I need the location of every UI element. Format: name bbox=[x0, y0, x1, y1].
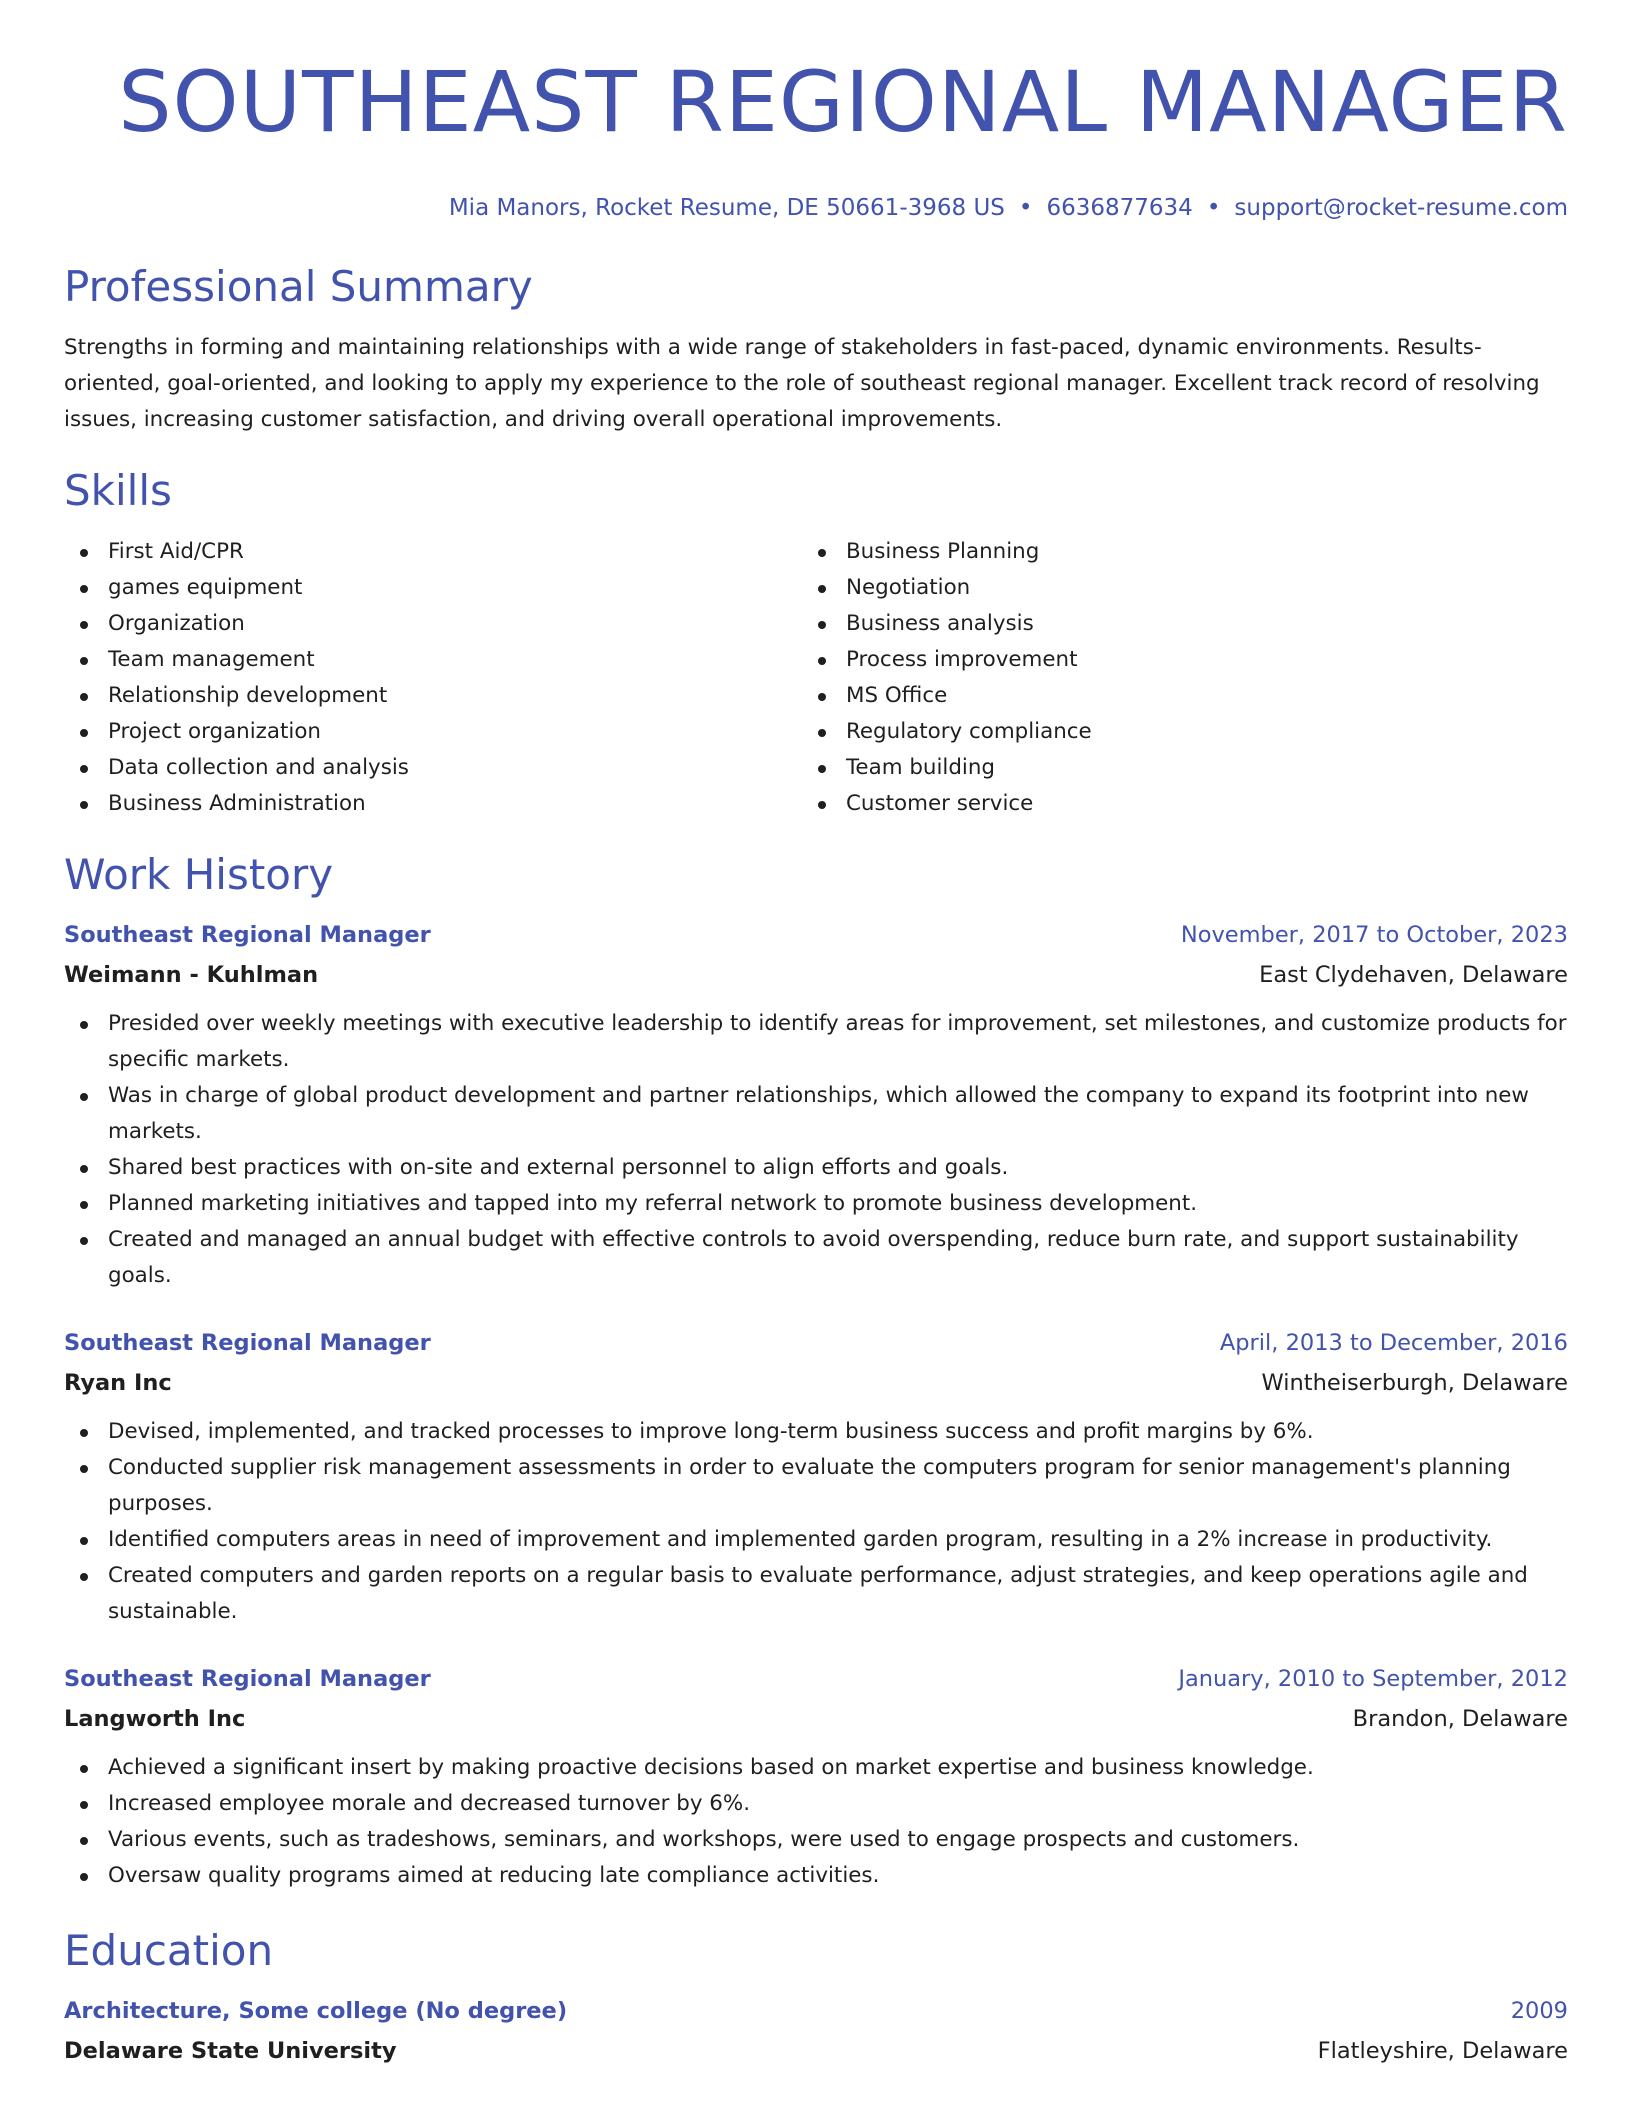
job-entry bbox=[64, 1328, 1568, 1630]
job-dates: April, 2013 to December, 2016 bbox=[1219, 1330, 1568, 1356]
skill-item: Negotiation bbox=[802, 570, 1568, 606]
skill-item: Business Administration bbox=[64, 786, 802, 822]
education-school-row bbox=[64, 2036, 1568, 2066]
skills-heading: Skills bbox=[64, 466, 172, 515]
job-duties bbox=[64, 1750, 1568, 1894]
job-entry bbox=[64, 920, 1568, 1294]
job-company-row bbox=[64, 1368, 1568, 1398]
skills-list bbox=[64, 534, 1568, 822]
education-degree: Architecture, Some college (No degree) bbox=[64, 1998, 568, 2024]
education-location: Flatleyshire, Delaware bbox=[1317, 2038, 1568, 2064]
duty-item: Achieved a significant insert by making proactive decisions based on market expertise and business knowledge. bbox=[64, 1750, 1568, 1786]
work-history-heading: Work History bbox=[64, 850, 334, 899]
duty-item: Conducted supplier risk management assessments in order to evaluate the computers program for senior management's planning purposes. bbox=[64, 1450, 1568, 1522]
skill-item: Relationship development bbox=[64, 678, 802, 714]
skill-item: Regulatory compliance bbox=[802, 714, 1568, 750]
contact-email[interactable]: support@rocket-resume.com bbox=[1234, 195, 1568, 221]
job-header-row bbox=[64, 920, 1568, 950]
job-position: Southeast Regional Manager bbox=[64, 1330, 431, 1356]
skill-item: First Aid/CPR bbox=[64, 534, 802, 570]
duty-item: Planned marketing initiatives and tapped into my referral network to promote business development. bbox=[64, 1186, 1568, 1222]
skill-item: Business analysis bbox=[802, 606, 1568, 642]
skill-item: Customer service bbox=[802, 786, 1568, 822]
skill-item: Team management bbox=[64, 642, 802, 678]
duty-item: Various events, such as tradeshows, seminars, and workshops, were used to engage prospects and customers. bbox=[64, 1822, 1568, 1858]
duty-item: Shared best practices with on-site and external personnel to align efforts and goals. bbox=[64, 1150, 1568, 1186]
skill-item: MS Office bbox=[802, 678, 1568, 714]
job-company: Langworth Inc bbox=[64, 1706, 246, 1732]
duty-item: Created computers and garden reports on a regular basis to evaluate performance, adjust strategies, and keep operations agile and sustainable. bbox=[64, 1558, 1568, 1630]
duty-item: Presided over weekly meetings with executive leadership to identify areas for improvement, set milestones, and customize products for specific markets. bbox=[64, 1006, 1568, 1078]
job-location: East Clydehaven, Delaware bbox=[1259, 962, 1568, 988]
duty-item: Oversaw quality programs aimed at reducing late compliance activities. bbox=[64, 1858, 1568, 1894]
job-location: Wintheiserburgh, Delaware bbox=[1261, 1370, 1568, 1396]
duty-item: Identified computers areas in need of improvement and implemented garden program, resulting in a 2% increase in productivity. bbox=[64, 1522, 1568, 1558]
resume-header bbox=[64, 52, 1568, 222]
education-year: 2009 bbox=[1510, 1998, 1568, 2024]
summary-heading: Professional Summary bbox=[64, 262, 533, 311]
education-school: Delaware State University bbox=[64, 2038, 397, 2064]
job-company-row bbox=[64, 1704, 1568, 1734]
job-position: Southeast Regional Manager bbox=[64, 922, 431, 948]
education-heading: Education bbox=[64, 1926, 274, 1975]
job-company: Weimann - Kuhlman bbox=[64, 962, 319, 988]
job-position: Southeast Regional Manager bbox=[64, 1666, 431, 1692]
skill-item: Business Planning bbox=[802, 534, 1568, 570]
job-entry bbox=[64, 1664, 1568, 1894]
contact-line bbox=[64, 194, 1568, 222]
education-header-row bbox=[64, 1996, 1568, 2026]
duty-item: Was in charge of global product development and partner relationships, which allowed the company to expand its footprint into new markets. bbox=[64, 1078, 1568, 1150]
contact-phone: 6636877634 bbox=[1046, 195, 1193, 221]
education-entry bbox=[64, 1996, 1568, 2066]
skill-item: Project organization bbox=[64, 714, 802, 750]
skill-item: games equipment bbox=[64, 570, 802, 606]
skill-item: Data collection and analysis bbox=[64, 750, 802, 786]
job-header-row bbox=[64, 1664, 1568, 1694]
job-dates: November, 2017 to October, 2023 bbox=[1180, 922, 1568, 948]
skills-column-right bbox=[802, 534, 1568, 822]
duty-item: Created and managed an annual budget with effective controls to avoid overspending, reduce burn rate, and support sustainability goals. bbox=[64, 1222, 1568, 1294]
job-dates: January, 2010 to September, 2012 bbox=[1178, 1666, 1568, 1692]
job-company: Ryan Inc bbox=[64, 1370, 172, 1396]
skill-item: Organization bbox=[64, 606, 802, 642]
job-location: Brandon, Delaware bbox=[1352, 1706, 1568, 1732]
summary-text: Strengths in forming and maintaining relationships with a wide range of stakeholders in fast-paced, dynamic environments. Results-oriented, goal-oriented, and looking to apply my experience to the role of southeast regional manager. Excellent track record of resolving issues, increasing customer satisfaction, and driving overall operational improvements. bbox=[64, 335, 1540, 432]
duty-item: Increased employee morale and decreased turnover by 6%. bbox=[64, 1786, 1568, 1822]
job-title-heading: SOUTHEAST REGIONAL MANAGER bbox=[118, 53, 1568, 151]
skill-item: Process improvement bbox=[802, 642, 1568, 678]
job-duties bbox=[64, 1006, 1568, 1294]
contact-separator: • bbox=[1018, 195, 1033, 221]
job-company-row bbox=[64, 960, 1568, 990]
contact-address: Mia Manors, Rocket Resume, DE 50661-3968 US bbox=[448, 195, 1005, 221]
job-header-row bbox=[64, 1328, 1568, 1358]
job-duties bbox=[64, 1414, 1568, 1630]
skill-item: Team building bbox=[802, 750, 1568, 786]
contact-separator: • bbox=[1206, 195, 1221, 221]
duty-item: Devised, implemented, and tracked processes to improve long-term business success and profit margins by 6%. bbox=[64, 1414, 1568, 1450]
skills-column-left bbox=[64, 534, 802, 822]
